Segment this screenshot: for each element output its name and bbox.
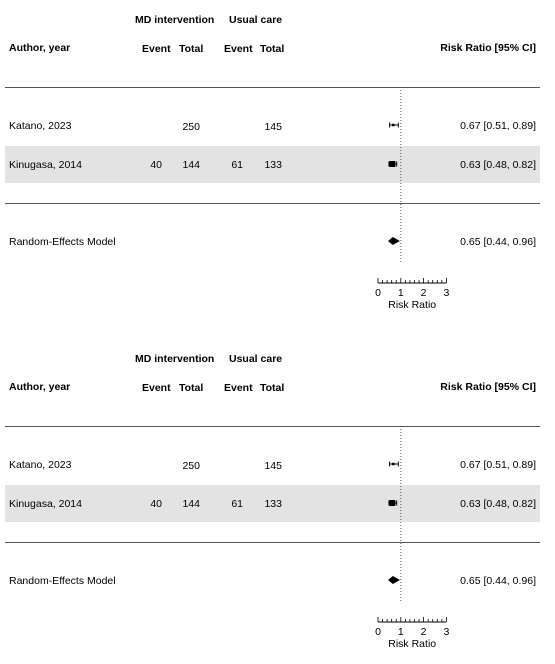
x-axis-label: Risk Ratio (388, 299, 437, 311)
study-md-event: 40 (150, 159, 162, 171)
study-ci-text: 0.63 [0.48, 0.82] (460, 498, 536, 510)
study-ci-text: 0.67 [0.51, 0.89] (460, 120, 536, 132)
tick-label: 1 (397, 626, 404, 638)
tick-label: 2 (420, 626, 427, 638)
col-md-total: Total (179, 43, 204, 55)
forest-plot-svg-2 (0, 339, 555, 664)
study-uc-total: 145 (264, 121, 282, 133)
tick-label: 0 (375, 626, 381, 638)
col-rr: Risk Ratio [95% CI] (440, 42, 536, 54)
col-md-event: Event (142, 43, 171, 55)
study-md-event: 40 (150, 498, 162, 510)
pooled-label: Random-Effects Model (9, 575, 116, 587)
study-uc-event: 61 (231, 498, 243, 510)
group-header-usual: Usual care (229, 353, 283, 365)
study-author: Katano, 2023 (9, 459, 72, 471)
tick-label: 2 (420, 287, 427, 299)
study-uc-total: 145 (264, 460, 282, 472)
study-point (392, 124, 395, 127)
col-uc-total: Total (260, 382, 285, 394)
study-uc-event: 61 (231, 159, 243, 171)
col-author: Author, year (9, 381, 71, 393)
tick-label: 3 (443, 626, 450, 638)
forest-plot-panel-2 (0, 339, 555, 664)
group-header-usual: Usual care (229, 14, 283, 26)
tick-label: 1 (397, 287, 404, 299)
study-point (392, 463, 395, 466)
tick-label: 0 (375, 287, 381, 299)
study-point (389, 500, 395, 506)
col-author: Author, year (9, 42, 71, 54)
pooled-diamond (388, 237, 400, 245)
group-header-md: MD intervention (135, 14, 215, 26)
col-uc-event: Event (224, 43, 253, 55)
pooled-ci-text: 0.65 [0.44, 0.96] (460, 236, 536, 248)
study-md-total: 250 (182, 460, 200, 472)
study-md-total: 250 (182, 121, 200, 133)
tick-label: 3 (443, 287, 450, 299)
study-author: Kinugasa, 2014 (9, 498, 82, 510)
study-author: Kinugasa, 2014 (9, 159, 82, 171)
forest-plot-panel-1 (0, 0, 555, 325)
col-md-total: Total (179, 382, 204, 394)
pooled-diamond (388, 576, 400, 584)
study-ci-text: 0.63 [0.48, 0.82] (460, 159, 536, 171)
study-uc-total: 133 (264, 498, 282, 510)
study-author: Katano, 2023 (9, 120, 72, 132)
pooled-ci-text: 0.65 [0.44, 0.96] (460, 575, 536, 587)
study-uc-total: 133 (264, 159, 282, 171)
forest-plot-svg-1 (0, 0, 555, 325)
col-md-event: Event (142, 382, 171, 394)
study-md-total: 144 (182, 498, 200, 510)
study-point (389, 161, 395, 167)
group-header-md: MD intervention (135, 353, 215, 365)
study-ci-text: 0.67 [0.51, 0.89] (460, 459, 536, 471)
study-md-total: 144 (182, 159, 200, 171)
col-rr: Risk Ratio [95% CI] (440, 381, 536, 393)
x-axis-label: Risk Ratio (388, 638, 437, 650)
col-uc-total: Total (260, 43, 285, 55)
col-uc-event: Event (224, 382, 253, 394)
pooled-label: Random-Effects Model (9, 236, 116, 248)
